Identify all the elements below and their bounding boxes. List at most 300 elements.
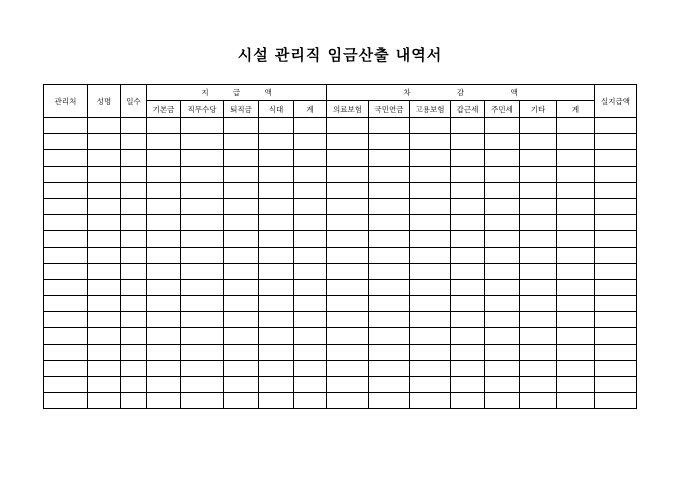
table-cell[interactable] xyxy=(557,328,595,344)
table-cell[interactable] xyxy=(88,296,121,312)
table-cell[interactable] xyxy=(259,150,294,166)
table-cell[interactable] xyxy=(595,377,637,393)
table-cell[interactable] xyxy=(259,296,294,312)
wage-table xyxy=(43,84,637,409)
table-cell[interactable] xyxy=(451,328,485,344)
table-cell[interactable] xyxy=(121,328,147,344)
table-body xyxy=(44,118,637,409)
table-cell[interactable] xyxy=(557,393,595,409)
table-cell[interactable] xyxy=(294,150,327,166)
table-cell[interactable] xyxy=(44,118,88,134)
table-cell[interactable] xyxy=(369,215,410,231)
table-cell[interactable] xyxy=(327,247,369,263)
table-cell[interactable] xyxy=(224,344,259,360)
table-cell[interactable] xyxy=(520,312,557,328)
table-cell[interactable] xyxy=(181,312,224,328)
table-cell[interactable] xyxy=(88,263,121,279)
table-cell[interactable] xyxy=(327,198,369,214)
table-cell[interactable] xyxy=(294,393,327,409)
table-cell[interactable] xyxy=(294,279,327,295)
table-cell[interactable] xyxy=(147,312,181,328)
table-cell[interactable] xyxy=(451,166,485,182)
table-cell[interactable] xyxy=(147,328,181,344)
table-cell[interactable] xyxy=(224,279,259,295)
table-cell[interactable] xyxy=(121,134,147,150)
table-cell[interactable] xyxy=(224,118,259,134)
table-cell[interactable] xyxy=(181,118,224,134)
table-cell[interactable] xyxy=(520,377,557,393)
table-cell[interactable] xyxy=(410,198,451,214)
table-cell[interactable] xyxy=(44,231,88,247)
table-cell[interactable] xyxy=(485,263,520,279)
table-cell[interactable] xyxy=(147,344,181,360)
table-cell[interactable] xyxy=(121,360,147,376)
table-cell[interactable] xyxy=(520,215,557,231)
table-cell[interactable] xyxy=(327,344,369,360)
table-cell[interactable] xyxy=(121,182,147,198)
table-cell[interactable] xyxy=(88,215,121,231)
table-cell[interactable] xyxy=(410,182,451,198)
table-cell[interactable] xyxy=(410,344,451,360)
table-cell[interactable] xyxy=(595,198,637,214)
table-cell[interactable] xyxy=(410,118,451,134)
table-cell[interactable] xyxy=(259,263,294,279)
table-cell[interactable] xyxy=(595,134,637,150)
table-cell[interactable] xyxy=(369,198,410,214)
table-cell[interactable] xyxy=(369,328,410,344)
table-cell[interactable] xyxy=(147,263,181,279)
table-cell[interactable] xyxy=(451,263,485,279)
table-cell[interactable] xyxy=(410,166,451,182)
table-cell[interactable] xyxy=(327,328,369,344)
table-cell[interactable] xyxy=(520,118,557,134)
table-cell[interactable] xyxy=(121,312,147,328)
table-cell[interactable] xyxy=(147,360,181,376)
table-cell[interactable] xyxy=(485,312,520,328)
table-cell[interactable] xyxy=(369,134,410,150)
table-cell[interactable] xyxy=(121,377,147,393)
table-cell[interactable] xyxy=(224,231,259,247)
table-cell[interactable] xyxy=(410,328,451,344)
table-cell[interactable] xyxy=(595,182,637,198)
table-cell[interactable] xyxy=(44,263,88,279)
table-cell[interactable] xyxy=(369,263,410,279)
table-cell[interactable] xyxy=(327,182,369,198)
table-cell[interactable] xyxy=(294,344,327,360)
table-cell[interactable] xyxy=(369,166,410,182)
table-cell[interactable] xyxy=(327,296,369,312)
table-cell[interactable] xyxy=(557,360,595,376)
table-cell[interactable] xyxy=(224,166,259,182)
table-cell[interactable] xyxy=(294,312,327,328)
table-cell[interactable] xyxy=(557,182,595,198)
table-cell[interactable] xyxy=(294,166,327,182)
table-cell[interactable] xyxy=(451,134,485,150)
table-cell[interactable] xyxy=(44,134,88,150)
table-cell[interactable] xyxy=(44,377,88,393)
table-cell[interactable] xyxy=(520,182,557,198)
table-cell[interactable] xyxy=(121,166,147,182)
table-cell[interactable] xyxy=(485,279,520,295)
table-cell[interactable] xyxy=(44,166,88,182)
table-cell[interactable] xyxy=(147,279,181,295)
table-cell[interactable] xyxy=(327,360,369,376)
table-cell[interactable] xyxy=(595,166,637,182)
table-cell[interactable] xyxy=(595,231,637,247)
table-cell[interactable] xyxy=(181,198,224,214)
table-cell[interactable] xyxy=(147,247,181,263)
table-cell[interactable] xyxy=(294,360,327,376)
table-cell[interactable] xyxy=(410,296,451,312)
table-cell[interactable] xyxy=(121,279,147,295)
table-cell[interactable] xyxy=(595,360,637,376)
table-cell[interactable] xyxy=(147,134,181,150)
table-cell[interactable] xyxy=(485,166,520,182)
table-cell[interactable] xyxy=(557,279,595,295)
table-cell[interactable] xyxy=(294,198,327,214)
header-net-pay: 실지급액 xyxy=(595,85,637,118)
table-cell[interactable] xyxy=(485,393,520,409)
table-cell[interactable] xyxy=(520,150,557,166)
table-cell[interactable] xyxy=(88,247,121,263)
table-cell[interactable] xyxy=(410,215,451,231)
table-cell[interactable] xyxy=(485,150,520,166)
table-cell[interactable] xyxy=(410,360,451,376)
table-cell[interactable] xyxy=(327,150,369,166)
table-cell[interactable] xyxy=(224,393,259,409)
table-cell[interactable] xyxy=(259,279,294,295)
table-cell[interactable] xyxy=(595,118,637,134)
table-cell[interactable] xyxy=(88,231,121,247)
table-cell[interactable] xyxy=(410,247,451,263)
table-cell[interactable] xyxy=(294,231,327,247)
table-cell[interactable] xyxy=(44,247,88,263)
table-cell[interactable] xyxy=(485,215,520,231)
table-cell[interactable] xyxy=(557,263,595,279)
table-cell[interactable] xyxy=(557,198,595,214)
table-cell[interactable] xyxy=(451,198,485,214)
table-cell[interactable] xyxy=(369,360,410,376)
table-cell[interactable] xyxy=(485,118,520,134)
table-cell[interactable] xyxy=(327,263,369,279)
table-cell[interactable] xyxy=(485,296,520,312)
table-cell[interactable] xyxy=(520,247,557,263)
table-cell[interactable] xyxy=(595,296,637,312)
table-cell[interactable] xyxy=(259,215,294,231)
table-cell[interactable] xyxy=(369,231,410,247)
table-cell[interactable] xyxy=(224,134,259,150)
table-row xyxy=(44,328,637,344)
table-cell[interactable] xyxy=(485,360,520,376)
table-cell[interactable] xyxy=(369,393,410,409)
table-cell[interactable] xyxy=(147,231,181,247)
table-cell[interactable] xyxy=(121,263,147,279)
table-cell[interactable] xyxy=(557,231,595,247)
table-cell[interactable] xyxy=(557,296,595,312)
table-cell[interactable] xyxy=(595,328,637,344)
table-cell[interactable] xyxy=(181,166,224,182)
table-cell[interactable] xyxy=(224,296,259,312)
table-cell[interactable] xyxy=(181,182,224,198)
table-cell[interactable] xyxy=(520,360,557,376)
table-cell[interactable] xyxy=(259,393,294,409)
table-cell[interactable] xyxy=(88,377,121,393)
table-cell[interactable] xyxy=(147,198,181,214)
table-cell[interactable] xyxy=(327,377,369,393)
table-cell[interactable] xyxy=(181,231,224,247)
table-cell[interactable] xyxy=(259,360,294,376)
table-cell[interactable] xyxy=(147,296,181,312)
table-row xyxy=(44,231,637,247)
table-cell[interactable] xyxy=(147,150,181,166)
table-row xyxy=(44,134,637,150)
table-cell[interactable] xyxy=(181,360,224,376)
table-cell[interactable] xyxy=(485,344,520,360)
table-cell[interactable] xyxy=(595,279,637,295)
table-cell[interactable] xyxy=(451,279,485,295)
table-cell[interactable] xyxy=(181,296,224,312)
table-cell[interactable] xyxy=(520,279,557,295)
table-cell[interactable] xyxy=(224,328,259,344)
header-income-tax: 갑근세 xyxy=(451,101,485,118)
table-cell[interactable] xyxy=(88,279,121,295)
table-cell[interactable] xyxy=(259,134,294,150)
table-cell[interactable] xyxy=(294,247,327,263)
table-cell[interactable] xyxy=(224,150,259,166)
table-cell[interactable] xyxy=(557,344,595,360)
table-cell[interactable] xyxy=(595,393,637,409)
table-cell[interactable] xyxy=(595,150,637,166)
table-cell[interactable] xyxy=(557,215,595,231)
table-cell[interactable] xyxy=(88,344,121,360)
table-cell[interactable] xyxy=(557,377,595,393)
table-cell[interactable] xyxy=(181,215,224,231)
table-cell[interactable] xyxy=(595,263,637,279)
table-cell[interactable] xyxy=(410,312,451,328)
table-cell[interactable] xyxy=(485,231,520,247)
table-cell[interactable] xyxy=(294,328,327,344)
table-cell[interactable] xyxy=(121,296,147,312)
table-cell[interactable] xyxy=(44,296,88,312)
table-cell[interactable] xyxy=(369,247,410,263)
table-cell[interactable] xyxy=(451,393,485,409)
table-cell[interactable] xyxy=(259,182,294,198)
table-cell[interactable] xyxy=(88,198,121,214)
header-name: 성명 xyxy=(88,85,121,118)
table-cell[interactable] xyxy=(181,263,224,279)
table-cell[interactable] xyxy=(520,296,557,312)
table-cell[interactable] xyxy=(369,150,410,166)
table-cell[interactable] xyxy=(410,279,451,295)
table-cell[interactable] xyxy=(451,377,485,393)
table-cell[interactable] xyxy=(520,231,557,247)
table-cell[interactable] xyxy=(557,166,595,182)
table-cell[interactable] xyxy=(595,312,637,328)
table-cell[interactable] xyxy=(520,344,557,360)
table-cell[interactable] xyxy=(520,393,557,409)
table-cell[interactable] xyxy=(181,344,224,360)
table-cell[interactable] xyxy=(147,215,181,231)
table-cell[interactable] xyxy=(369,279,410,295)
table-cell[interactable] xyxy=(181,328,224,344)
table-cell[interactable] xyxy=(369,182,410,198)
table-cell[interactable] xyxy=(451,118,485,134)
table-cell[interactable] xyxy=(369,377,410,393)
table-cell[interactable] xyxy=(224,247,259,263)
table-cell[interactable] xyxy=(451,360,485,376)
table-cell[interactable] xyxy=(44,182,88,198)
table-cell[interactable] xyxy=(520,198,557,214)
table-cell[interactable] xyxy=(520,134,557,150)
table-row xyxy=(44,182,637,198)
table-cell[interactable] xyxy=(181,150,224,166)
table-cell[interactable] xyxy=(451,231,485,247)
table-cell[interactable] xyxy=(259,198,294,214)
table-cell[interactable] xyxy=(88,360,121,376)
table-cell[interactable] xyxy=(147,182,181,198)
table-cell[interactable] xyxy=(485,134,520,150)
table-cell[interactable] xyxy=(88,118,121,134)
table-cell[interactable] xyxy=(451,312,485,328)
table-cell[interactable] xyxy=(327,393,369,409)
table-cell[interactable] xyxy=(451,296,485,312)
table-cell[interactable] xyxy=(369,296,410,312)
table-cell[interactable] xyxy=(327,312,369,328)
table-cell[interactable] xyxy=(121,150,147,166)
table-cell[interactable] xyxy=(121,215,147,231)
table-cell[interactable] xyxy=(294,377,327,393)
table-cell[interactable] xyxy=(294,134,327,150)
table-cell[interactable] xyxy=(451,344,485,360)
table-cell[interactable] xyxy=(485,182,520,198)
table-cell[interactable] xyxy=(147,377,181,393)
table-cell[interactable] xyxy=(147,166,181,182)
table-cell[interactable] xyxy=(451,150,485,166)
table-cell[interactable] xyxy=(181,247,224,263)
table-cell[interactable] xyxy=(88,134,121,150)
table-cell[interactable] xyxy=(44,198,88,214)
table-cell[interactable] xyxy=(485,377,520,393)
table-cell[interactable] xyxy=(181,393,224,409)
table-cell[interactable] xyxy=(294,296,327,312)
table-cell[interactable] xyxy=(224,312,259,328)
table-cell[interactable] xyxy=(44,215,88,231)
table-cell[interactable] xyxy=(259,377,294,393)
table-cell[interactable] xyxy=(88,328,121,344)
table-cell[interactable] xyxy=(369,312,410,328)
table-cell[interactable] xyxy=(327,166,369,182)
table-cell[interactable] xyxy=(121,247,147,263)
table-cell[interactable] xyxy=(327,231,369,247)
table-cell[interactable] xyxy=(294,182,327,198)
table-cell[interactable] xyxy=(259,231,294,247)
table-cell[interactable] xyxy=(44,360,88,376)
table-cell[interactable] xyxy=(451,215,485,231)
table-cell[interactable] xyxy=(224,360,259,376)
table-cell[interactable] xyxy=(369,118,410,134)
table-cell[interactable] xyxy=(224,377,259,393)
table-cell[interactable] xyxy=(88,312,121,328)
table-cell[interactable] xyxy=(410,377,451,393)
table-cell[interactable] xyxy=(369,344,410,360)
table-cell[interactable] xyxy=(485,247,520,263)
table-cell[interactable] xyxy=(410,263,451,279)
table-cell[interactable] xyxy=(121,118,147,134)
table-cell[interactable] xyxy=(44,344,88,360)
table-cell[interactable] xyxy=(147,393,181,409)
table-cell[interactable] xyxy=(44,279,88,295)
table-cell[interactable] xyxy=(557,247,595,263)
table-cell[interactable] xyxy=(224,198,259,214)
table-cell[interactable] xyxy=(259,328,294,344)
table-cell[interactable] xyxy=(181,279,224,295)
table-cell[interactable] xyxy=(181,377,224,393)
table-cell[interactable] xyxy=(327,118,369,134)
table-cell[interactable] xyxy=(121,393,147,409)
table-cell[interactable] xyxy=(88,150,121,166)
table-cell[interactable] xyxy=(259,166,294,182)
table-cell[interactable] xyxy=(595,215,637,231)
table-cell[interactable] xyxy=(224,215,259,231)
table-cell[interactable] xyxy=(44,150,88,166)
table-cell[interactable] xyxy=(485,198,520,214)
header-health-insurance: 의료보험 xyxy=(327,101,369,118)
table-cell[interactable] xyxy=(121,198,147,214)
table-cell[interactable] xyxy=(520,328,557,344)
table-cell[interactable] xyxy=(410,231,451,247)
table-cell[interactable] xyxy=(224,263,259,279)
table-cell[interactable] xyxy=(520,166,557,182)
table-cell[interactable] xyxy=(410,393,451,409)
table-cell[interactable] xyxy=(557,134,595,150)
table-cell[interactable] xyxy=(121,231,147,247)
table-cell[interactable] xyxy=(88,393,121,409)
header-national-pension: 국민연금 xyxy=(369,101,410,118)
table-cell[interactable] xyxy=(259,344,294,360)
table-cell[interactable] xyxy=(294,215,327,231)
table-cell[interactable] xyxy=(44,328,88,344)
table-cell[interactable] xyxy=(224,182,259,198)
table-cell[interactable] xyxy=(294,118,327,134)
table-cell[interactable] xyxy=(410,134,451,150)
table-cell[interactable] xyxy=(557,118,595,134)
table-cell[interactable] xyxy=(88,182,121,198)
table-cell[interactable] xyxy=(451,247,485,263)
table-cell[interactable] xyxy=(259,118,294,134)
table-cell[interactable] xyxy=(327,134,369,150)
table-cell[interactable] xyxy=(181,134,224,150)
table-cell[interactable] xyxy=(147,118,181,134)
table-cell[interactable] xyxy=(121,344,147,360)
table-cell[interactable] xyxy=(485,328,520,344)
table-cell[interactable] xyxy=(327,279,369,295)
table-cell[interactable] xyxy=(327,215,369,231)
table-row xyxy=(44,279,637,295)
table-cell[interactable] xyxy=(44,312,88,328)
table-cell[interactable] xyxy=(520,263,557,279)
table-cell[interactable] xyxy=(557,312,595,328)
table-cell[interactable] xyxy=(451,182,485,198)
table-cell[interactable] xyxy=(557,150,595,166)
table-cell[interactable] xyxy=(44,393,88,409)
table-cell[interactable] xyxy=(595,344,637,360)
table-cell[interactable] xyxy=(259,247,294,263)
table-cell[interactable] xyxy=(88,166,121,182)
table-cell[interactable] xyxy=(259,312,294,328)
table-cell[interactable] xyxy=(294,263,327,279)
table-cell[interactable] xyxy=(410,150,451,166)
table-cell[interactable] xyxy=(595,247,637,263)
